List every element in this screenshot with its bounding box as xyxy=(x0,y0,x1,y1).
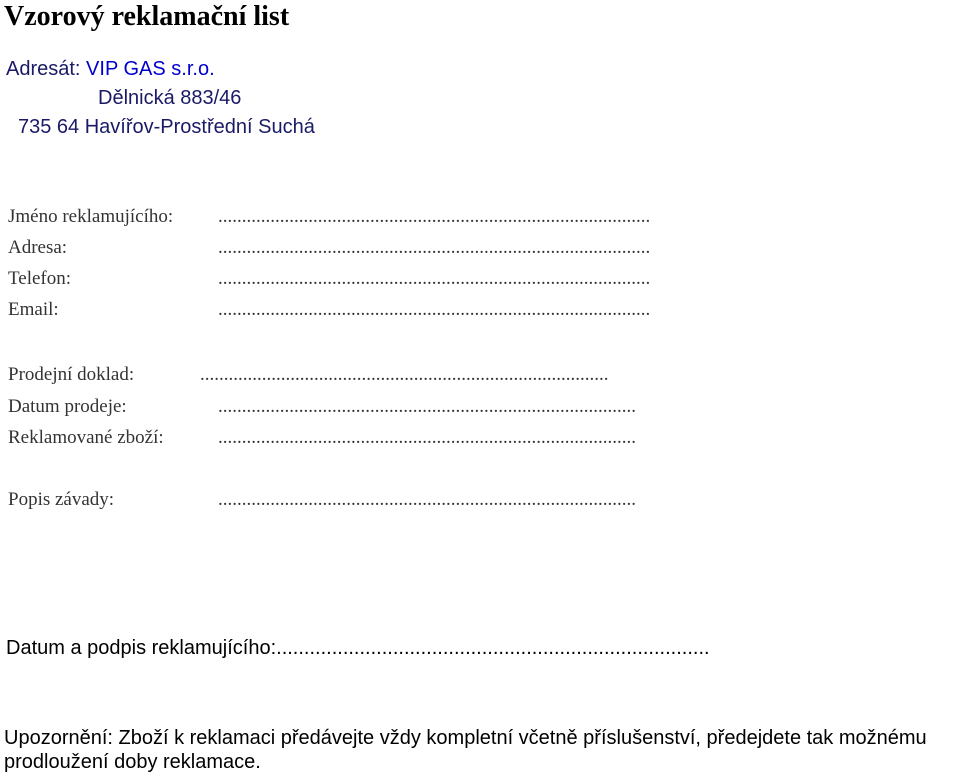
field-dots-name[interactable]: ........................................................................................... xyxy=(218,206,651,227)
recipient-city: 735 64 Havířov-Prostřední Suchá xyxy=(18,116,315,138)
field-label-defect: Popis závady: xyxy=(8,489,115,510)
signature-dots[interactable]: .............................................................................. xyxy=(276,637,710,659)
notice-text: Upozornění: Zboží k reklamaci předávejte vždy kompletní včetně příslušenství, předejdete tak možnému prodloužení doby reklamace. xyxy=(4,727,927,773)
signature-label: Datum a podpis reklamujícího: xyxy=(6,637,277,659)
field-label-phone: Telefon: xyxy=(8,268,72,289)
field-label-name: Jméno reklamujícího: xyxy=(8,206,174,227)
recipient-label: Adresát: xyxy=(6,58,81,80)
field-dots-address[interactable]: ........................................................................................... xyxy=(218,237,651,258)
field-dots-phone[interactable]: ........................................................................................... xyxy=(218,268,651,289)
field-label-claimed-goods: Reklamované zboží: xyxy=(8,427,164,448)
field-dots-receipt[interactable]: ...................................................................................... xyxy=(200,364,609,385)
recipient-street: Dělnická 883/46 xyxy=(98,87,242,109)
page-title: Vzorový reklamační list xyxy=(4,1,290,32)
field-dots-sale-date[interactable]: ........................................................................................ xyxy=(218,396,636,417)
field-dots-defect[interactable]: ........................................................................................ xyxy=(218,489,636,510)
signature-line xyxy=(6,635,710,661)
field-label-receipt: Prodejní doklad: xyxy=(8,364,135,385)
recipient-company: VIP GAS s.r.o. xyxy=(86,58,215,80)
field-dots-claimed-goods[interactable]: ........................................................................................ xyxy=(218,427,636,448)
field-label-email: Email: xyxy=(8,299,59,320)
field-label-address: Adresa: xyxy=(8,237,68,258)
field-label-sale-date: Datum prodeje: xyxy=(8,396,127,417)
field-dots-email[interactable]: ........................................................................................... xyxy=(218,299,651,320)
recipient-line-1 xyxy=(6,56,215,82)
